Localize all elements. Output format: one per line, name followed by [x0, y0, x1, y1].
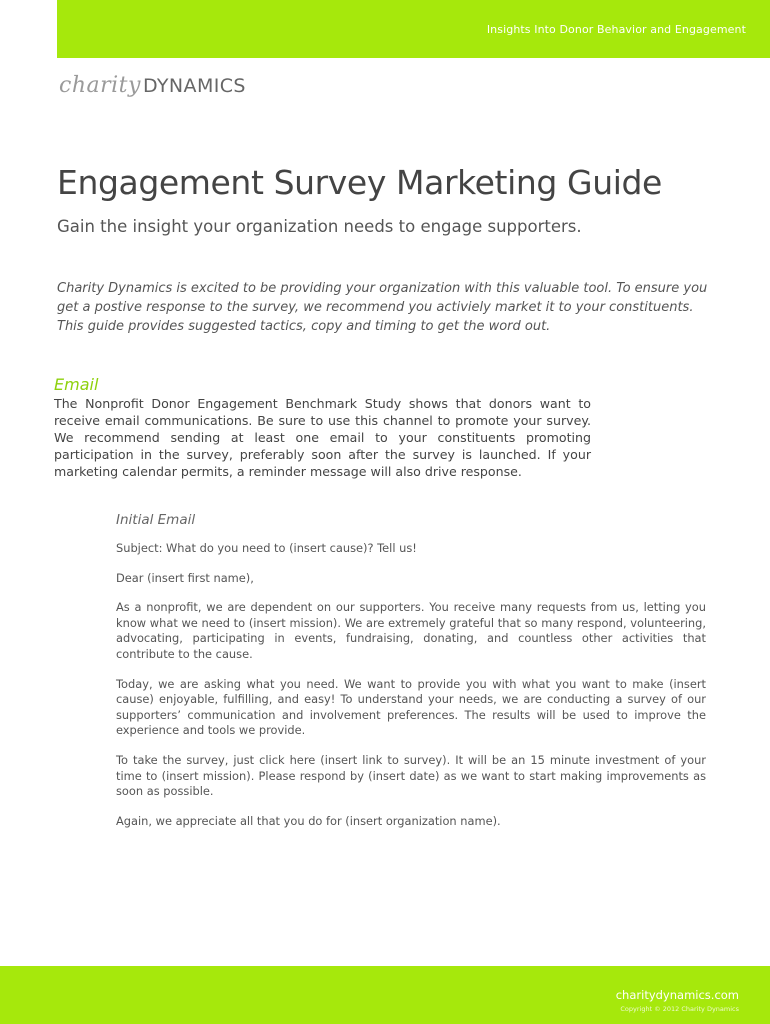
logo-caps-text: DYNAMICS: [142, 75, 246, 97]
charity-dynamics-logo: [59, 73, 246, 105]
document-title: Engagement Survey Marketing Guide: [57, 163, 662, 202]
footer-copyright: Copyright © 2012 Charity Dynamics: [620, 1005, 739, 1013]
email-closing: Again, we appreciate all that you do for (insert organization name).: [116, 813, 501, 828]
email-paragraph-1: As a nonprofit, we are dependent on our supporters. You receive many requests from us, letting you know what we need to (insert mission). We are extremely grateful that so many respond, volunteering, advocating, participating in events, fundraising, donating, and countless other activities that contribute to the cause.: [116, 600, 706, 661]
intro-paragraph: Charity Dynamics is excited to be providing your organization with this valuable tool. To ensure you get a postive response to the survey, we recommend you activiely market it to your constituents. This guide provides suggested tactics, copy and timing to get the word out.: [57, 281, 708, 334]
email-section-heading: Email: [54, 375, 99, 394]
email-subject-line: Subject: What do you need to (insert cause)? Tell us!: [116, 541, 417, 555]
header-tagline: Insights Into Donor Behavior and Engagement: [486, 23, 746, 36]
email-paragraph-3: To take the survey, just click here (insert link to survey). It will be an 15 minute investment of your time to (insert mission). Please respond by (insert date) as we want to start making improvements as soon as possible.: [116, 752, 706, 799]
initial-email-template: [116, 512, 706, 843]
email-section-body: The Nonprofit Donor Engagement Benchmark Study shows that donors want to receive email communications. Be sure to use this channel to promote your survey. We recommend sending at least one email to your constituents promoting participation in the survey, preferably soon after the survey is launched. If your marketing calendar permits, a reminder message will also drive response.: [54, 396, 591, 479]
footer-website-link[interactable]: charitydynamics.com: [615, 988, 739, 1002]
header-banner: [57, 0, 770, 58]
initial-email-heading: Initial Email: [116, 512, 196, 528]
footer-banner: [0, 966, 770, 1024]
logo-script-text: charity: [59, 73, 141, 98]
document-subtitle: Gain the insight your organization needs to engage supporters.: [57, 217, 582, 236]
email-greeting: Dear (insert first name),: [116, 570, 254, 585]
email-paragraph-2: Today, we are asking what you need. We want to provide you with what you want to make (insert cause) enjoyable, fulfilling, and easy! To understand your needs, we are conducting a survey of our supporters’ communication and involvement preferences. The results will be used to improve the experience and tools we provide.: [116, 676, 706, 738]
